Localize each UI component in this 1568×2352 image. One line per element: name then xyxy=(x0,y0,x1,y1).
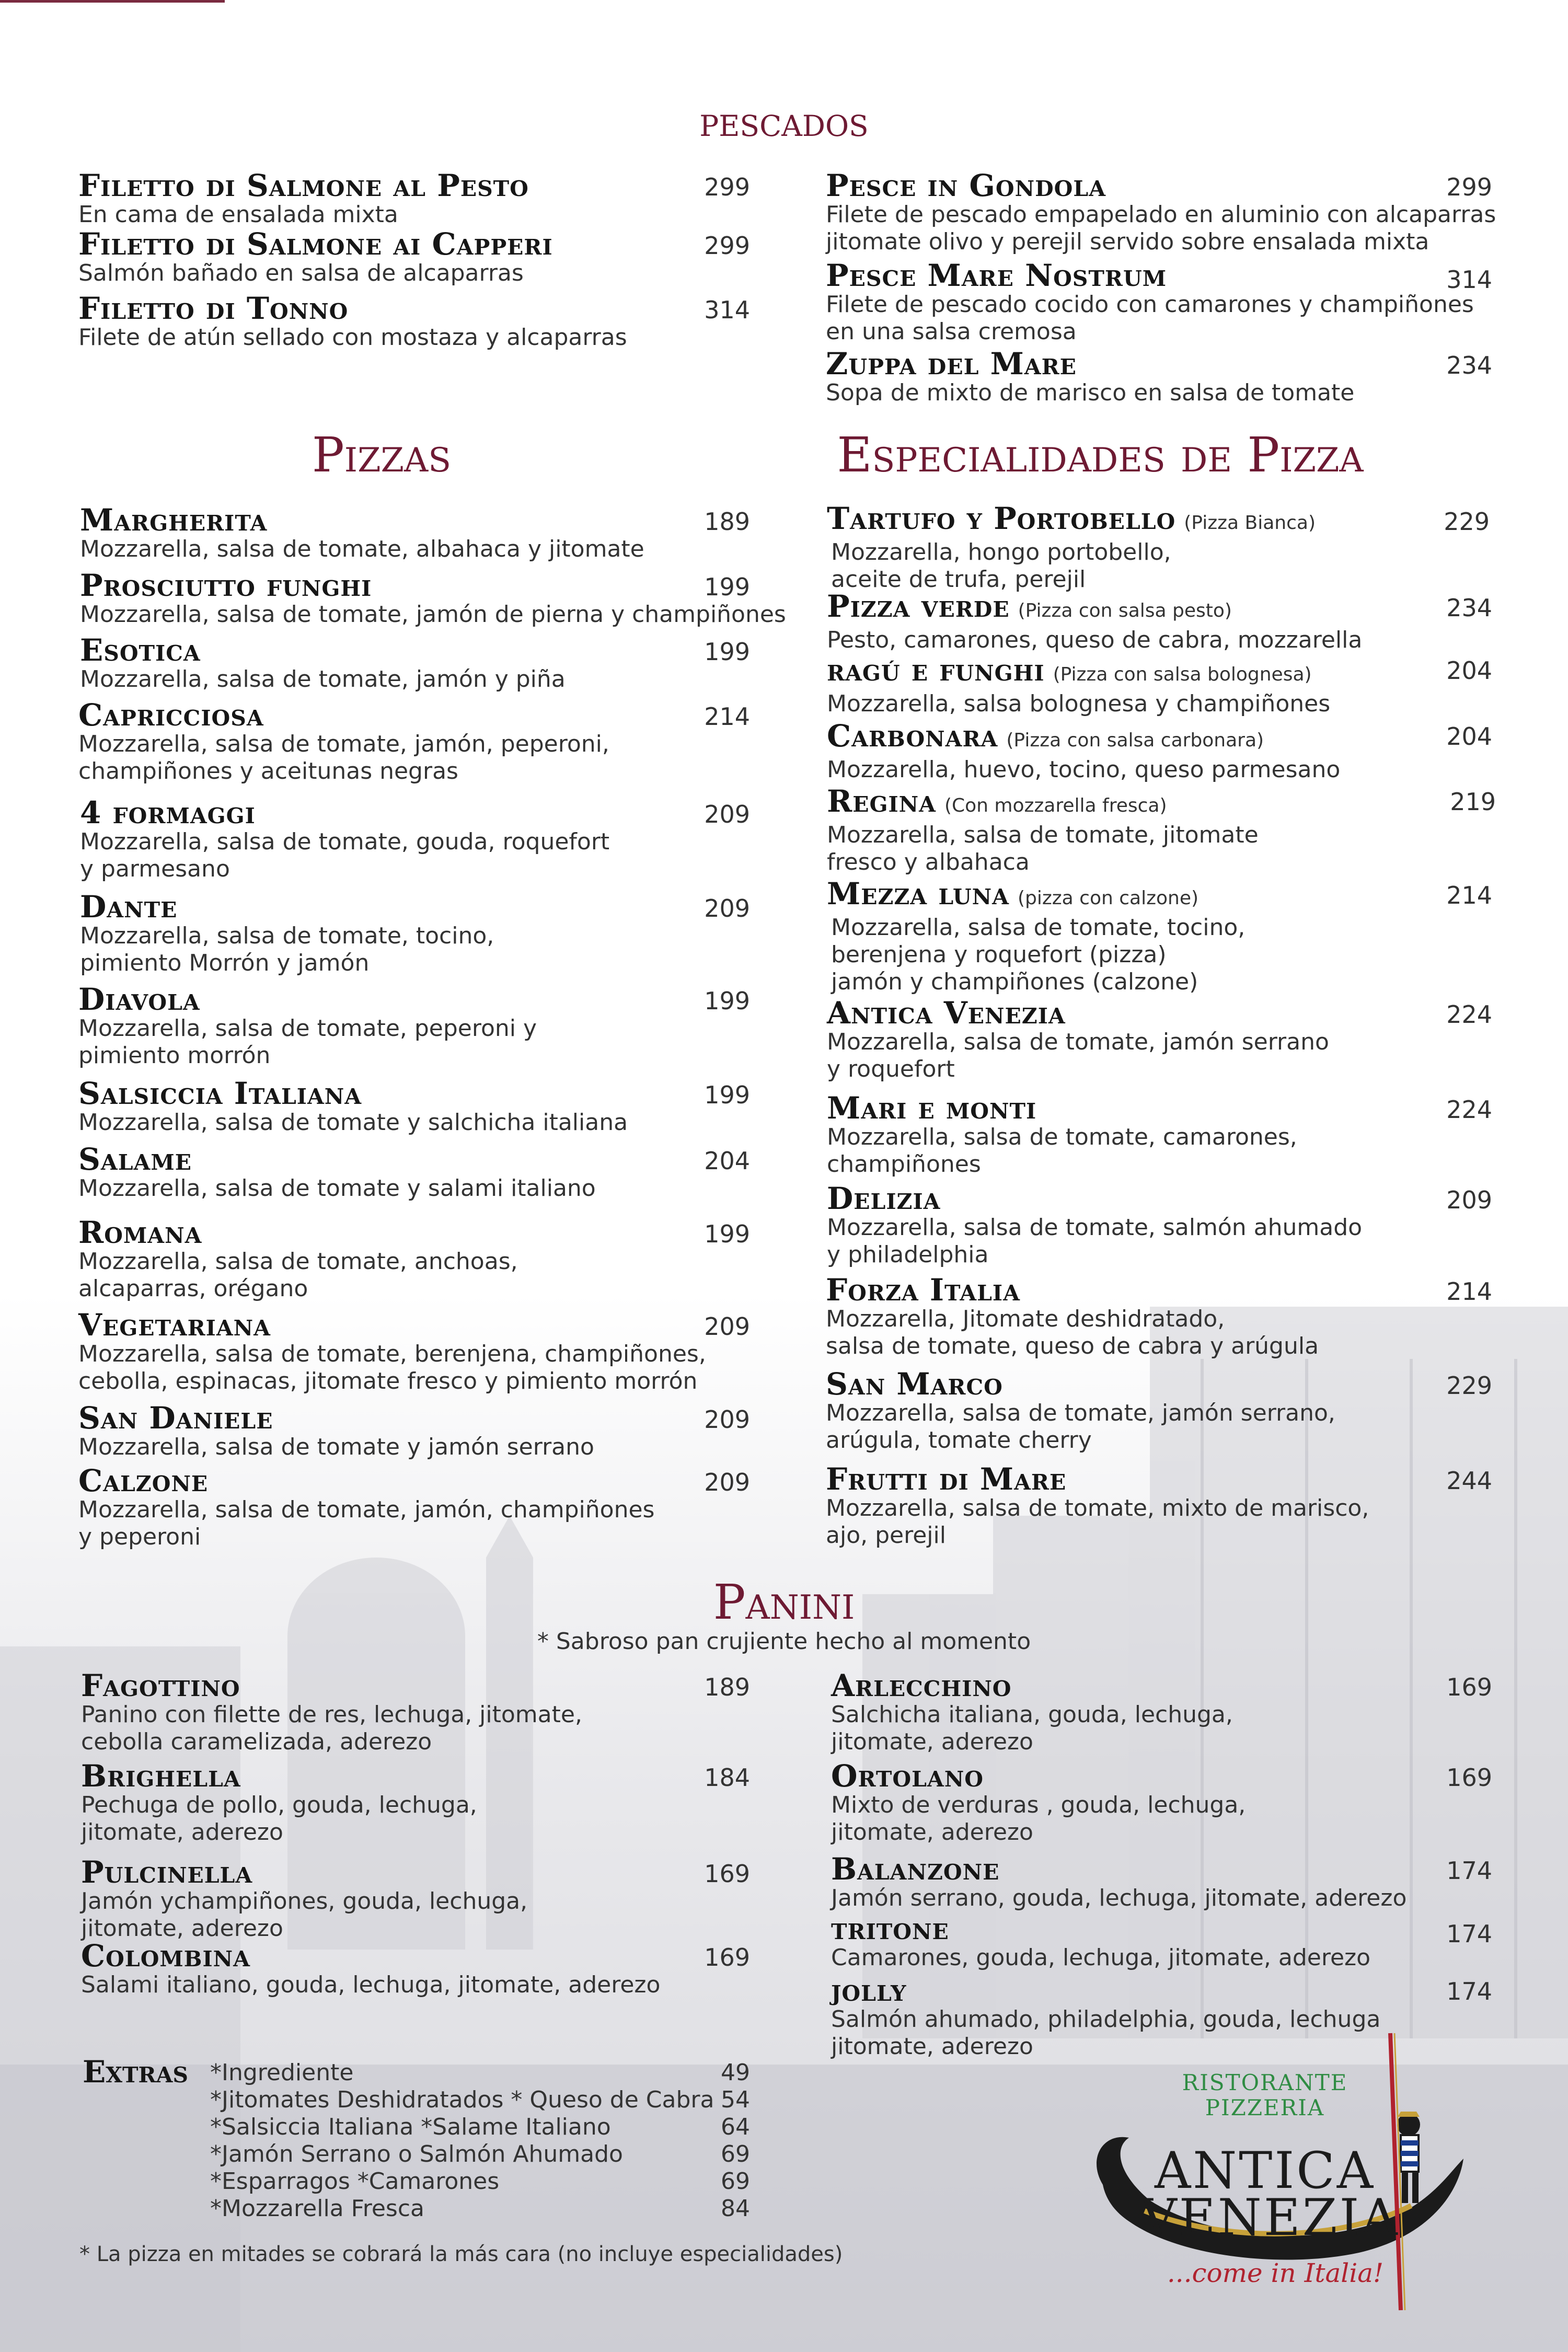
item-price: 229 xyxy=(1444,508,1490,536)
menu-item xyxy=(827,1183,1362,1269)
item-desc: Mozzarella, salsa de tomate, jamón y piña xyxy=(80,666,566,693)
extra-row: *Esparragos *Camarones xyxy=(210,2168,500,2195)
menu-item xyxy=(78,1078,628,1136)
menu-item xyxy=(78,1465,654,1551)
menu-item xyxy=(826,260,1474,345)
item-price: 209 xyxy=(704,894,750,923)
item-name: Filetto di Salmone ai Capperi xyxy=(78,226,553,262)
item-desc: Mozzarella, salsa de tomate, jamón, champiñones y peperoni xyxy=(78,1496,655,1550)
item-name: Pesce in Gondola xyxy=(826,168,1106,203)
menu-item xyxy=(826,1463,1369,1549)
item-desc: Mozzarella, salsa de tomate, jamón, peperoni, champiñones y aceitunas negras xyxy=(78,731,609,785)
item-price: 234 xyxy=(1446,351,1492,379)
menu-item xyxy=(80,632,566,693)
item-price: 219 xyxy=(1450,788,1496,816)
item-name: Calzone xyxy=(78,1463,209,1498)
item-name: tritone xyxy=(831,1911,949,1946)
menu-item xyxy=(80,570,786,628)
menu-item xyxy=(831,1760,1246,1846)
item-desc: Sopa de mixto de marisco en salsa de tomate xyxy=(826,379,1355,406)
item-name: Filetto di Tonno xyxy=(78,291,349,326)
item-desc: Pechuga de pollo, gouda, lechuga, jitomate, aderezo xyxy=(81,1792,477,1846)
menu-item xyxy=(80,797,609,883)
menu-item xyxy=(81,1940,660,1999)
menu-item xyxy=(78,1217,518,1302)
item-price: 209 xyxy=(704,1312,750,1341)
extra-price: 84 xyxy=(721,2195,750,2222)
item-desc: Mozzarella, salsa de tomate, albahaca y jitomate xyxy=(80,536,644,562)
item-price: 204 xyxy=(704,1147,750,1175)
item-price: 174 xyxy=(1446,1920,1492,1948)
item-desc: Salami italiano, gouda, lechuga, jitomate, aderezo xyxy=(81,1971,661,1998)
item-price: 169 xyxy=(704,1943,750,1971)
item-name: Balanzone xyxy=(831,1851,1000,1887)
menu-item xyxy=(80,891,494,977)
item-desc: Mozzarella, salsa de tomate y salchicha italiana xyxy=(78,1109,628,1136)
item-price: 209 xyxy=(704,800,750,828)
menu-item xyxy=(827,1092,1297,1178)
extra-price: 69 xyxy=(721,2141,750,2167)
item-desc: Filete de pescado cocido con camarones y champiñones en una salsa cremosa xyxy=(826,291,1474,345)
menu-item xyxy=(78,1144,596,1202)
extra-row: *Jamón Serrano o Salmón Ahumado xyxy=(210,2141,623,2167)
menu-item xyxy=(78,1402,594,1461)
menu-item xyxy=(827,503,1316,593)
item-price: 209 xyxy=(704,1468,750,1496)
item-price: 314 xyxy=(1446,266,1492,294)
item-desc: Mozzarella, salsa de tomate, jamón serrano y roquefort xyxy=(827,1029,1329,1082)
menu-item xyxy=(80,504,644,563)
item-desc: Mozzarella, salsa de tomate, camarones, champiñones xyxy=(827,1124,1297,1178)
menu-item xyxy=(827,783,1259,876)
item-note: (Pizza Bianca) xyxy=(1184,512,1316,534)
item-price: 189 xyxy=(704,508,750,536)
item-note: (Pizza con salsa carbonara) xyxy=(1006,730,1264,751)
item-desc: Mozzarella, salsa de tomate, berenjena, champiñones, cebolla, espinacas, jitomate fresco y pimiento morrón xyxy=(78,1341,706,1394)
footnote: * La pizza en mitades se cobrará la más cara (no incluye especialidades) xyxy=(79,2242,843,2266)
item-price: 244 xyxy=(1446,1467,1492,1495)
item-desc: Mixto de verduras , gouda, lechuga, jitomate, aderezo xyxy=(831,1792,1246,1846)
item-desc: Panino con filette de res, lechuga, jitomate, cebolla caramelizada, aderezo xyxy=(81,1701,582,1755)
menu-item xyxy=(78,228,553,287)
item-note: (Pizza con salsa bolognesa) xyxy=(1053,664,1312,685)
item-desc: Mozzarella, salsa de tomate, anchoas, alcaparras, orégano xyxy=(78,1248,518,1302)
menu-item xyxy=(827,654,1330,718)
item-name: Diavola xyxy=(78,982,200,1017)
menu-item xyxy=(827,997,1329,1083)
item-name: Brighella xyxy=(81,1758,241,1794)
item-name: Forza Italia xyxy=(826,1272,1020,1308)
menu-item xyxy=(831,1913,1370,1971)
item-desc: Mozzarella, salsa bolognesa y champiñones xyxy=(827,690,1331,717)
menu-item xyxy=(81,1760,477,1846)
section-title-panini: Panini xyxy=(713,1574,855,1630)
item-price: 229 xyxy=(1446,1371,1492,1400)
item-price: 199 xyxy=(704,1220,750,1248)
extra-price: 54 xyxy=(721,2086,750,2113)
logo-line-pizzeria: PIZZERIA xyxy=(1205,2095,1325,2120)
item-name: Pesce Mare Nostrum xyxy=(826,258,1167,293)
item-name: Dante xyxy=(80,889,178,925)
item-name: jolly xyxy=(831,1973,907,2008)
menu-item xyxy=(827,720,1340,783)
item-desc: Mozzarella, Jitomate deshidratado, salsa de tomate, queso de cabra y arúgula xyxy=(826,1306,1319,1359)
extra-price: 49 xyxy=(721,2059,750,2086)
item-name: Mari e monti xyxy=(827,1090,1037,1126)
panini-subtitle: * Sabroso pan crujiente hecho al momento xyxy=(537,1628,1031,1655)
item-name: Esotica xyxy=(80,632,201,668)
item-name: Salsiccia Italiana xyxy=(78,1076,362,1111)
extra-row: *Salsiccia Italiana *Salame Italiano xyxy=(210,2114,611,2140)
item-desc: Jamón ychampiñones, gouda, lechuga, jitomate, aderezo xyxy=(81,1888,528,1942)
item-price: 299 xyxy=(704,173,750,201)
item-name: Regina (Con mozzarella fresca) xyxy=(827,783,1167,819)
item-desc: Mozzarella, hongo portobello, aceite de trufa, perejil xyxy=(831,539,1171,593)
item-desc: Mozzarella, salsa de tomate, jamón de pierna y champiñones xyxy=(80,601,786,628)
item-desc: Mozzarella, salsa de tomate, mixto de marisco, ajo, perejil xyxy=(826,1495,1369,1549)
extra-row: *Mozzarella Fresca xyxy=(210,2195,425,2222)
item-desc: Jamón serrano, gouda, lechuga, jitomate, aderezo xyxy=(831,1885,1407,1911)
item-desc: Mozzarella, salsa de tomate, tocino, berenjena y roquefort (pizza) jamón y champiñones (calzone) xyxy=(831,914,1246,995)
item-name: Prosciutto funghi xyxy=(80,568,372,603)
item-name: Colombina xyxy=(81,1938,250,1974)
item-note: (Pizza con salsa pesto) xyxy=(1018,600,1232,621)
item-price: 234 xyxy=(1446,594,1492,622)
item-name: Delizia xyxy=(827,1181,941,1216)
item-name: Pulcinella xyxy=(81,1854,253,1890)
item-price: 299 xyxy=(704,232,750,260)
item-price: 169 xyxy=(704,1860,750,1888)
item-name: ragú e funghi (Pizza con salsa bolognesa) xyxy=(827,652,1312,688)
section-title-especialidades: Especialidades de Pizza xyxy=(837,427,1364,483)
menu-item xyxy=(78,1309,706,1395)
item-name: Romana xyxy=(78,1215,202,1250)
item-name: Margherita xyxy=(80,502,268,538)
menu-item xyxy=(78,984,537,1069)
item-desc: En cama de ensalada mixta xyxy=(78,201,398,228)
menu-item xyxy=(826,1368,1335,1454)
item-price: 199 xyxy=(704,1081,750,1109)
item-desc: Mozzarella, salsa de tomate, jamón serrano, arúgula, tomate cherry xyxy=(826,1400,1335,1454)
menu-item xyxy=(831,1853,1406,1912)
extra-row: *Ingrediente xyxy=(210,2059,354,2086)
menu-item xyxy=(826,170,1496,256)
item-price: 169 xyxy=(1446,1763,1492,1792)
item-price: 209 xyxy=(704,1405,750,1434)
menu-item xyxy=(831,1670,1233,1756)
extra-price: 64 xyxy=(721,2114,750,2140)
item-price: 214 xyxy=(1446,1277,1492,1306)
extra-price: 69 xyxy=(721,2168,750,2195)
menu-item xyxy=(81,1854,528,1942)
menu-item xyxy=(827,878,1245,996)
item-name: Zuppa del Mare xyxy=(826,346,1077,382)
item-name: Salame xyxy=(78,1142,192,1177)
item-price: 204 xyxy=(1446,656,1492,685)
menu-item xyxy=(78,699,609,785)
item-desc: Mozzarella, huevo, tocino, queso parmesano xyxy=(827,756,1341,783)
item-price: 224 xyxy=(1446,1096,1492,1124)
logo-line-ristorante: RISTORANTE xyxy=(1182,2070,1348,2095)
item-desc: Mozzarella, salsa de tomate, peperoni y pimiento morrón xyxy=(78,1015,537,1069)
item-name: San Marco xyxy=(826,1366,1003,1402)
item-name: 4 formaggi xyxy=(80,795,256,831)
menu-item xyxy=(78,293,627,351)
item-name: Fagottino xyxy=(81,1668,240,1703)
item-price: 199 xyxy=(704,987,750,1015)
menu-item xyxy=(78,170,529,228)
item-desc: Salmón ahumado, philadelphia, gouda, lechuga jitomate, aderezo xyxy=(831,2006,1381,2060)
item-desc: Salchicha italiana, gouda, lechuga, jitomate, aderezo xyxy=(831,1701,1233,1755)
menu-item xyxy=(827,591,1362,654)
item-desc: Mozzarella, salsa de tomate, jitomate fresco y albahaca xyxy=(827,822,1259,875)
item-name: Capricciosa xyxy=(78,697,264,733)
item-desc: Mozzarella, salsa de tomate y jamón serrano xyxy=(78,1434,594,1460)
menu-item xyxy=(81,1670,582,1756)
item-name: Filetto di Salmone al Pesto xyxy=(78,168,529,203)
section-title-pescados: pescados xyxy=(699,99,869,146)
item-note: (pizza con calzone) xyxy=(1017,887,1199,909)
item-price: 224 xyxy=(1446,1000,1492,1029)
item-price: 204 xyxy=(1446,722,1492,751)
item-price: 314 xyxy=(704,296,750,324)
item-name: Ortolano xyxy=(831,1758,984,1794)
item-price: 189 xyxy=(704,1673,750,1701)
item-desc: Mozzarella, salsa de tomate, salmón ahumado y philadelphia xyxy=(827,1214,1363,1268)
extras-label: Extras xyxy=(83,2054,189,2090)
logo-line-antica: ANTICA xyxy=(1154,2141,1376,2200)
item-desc: Mozzarella, salsa de tomate, tocino, pimiento Morrón y jamón xyxy=(80,923,494,976)
extra-row: *Jitomates Deshidratados * Queso de Cabra xyxy=(210,2086,714,2113)
item-price: 184 xyxy=(704,1763,750,1792)
item-name: Carbonara (Pizza con salsa carbonara) xyxy=(827,718,1264,754)
top-accent-line xyxy=(0,0,225,3)
item-name: Frutti di Mare xyxy=(826,1461,1067,1497)
item-price: 299 xyxy=(1446,173,1492,201)
item-name: Tartufo y Portobello (Pizza Bianca) xyxy=(827,501,1316,536)
item-price: 214 xyxy=(1446,881,1492,909)
menu-item xyxy=(826,348,1354,407)
item-price: 174 xyxy=(1446,1977,1492,2005)
item-desc: Mozzarella, salsa de tomate y salami italiano xyxy=(78,1175,596,1202)
item-price: 214 xyxy=(704,702,750,731)
item-desc: Camarones, gouda, lechuga, jitomate, aderezo xyxy=(831,1944,1371,1971)
restaurant-logo xyxy=(1066,2028,1505,2321)
item-name: Arlecchino xyxy=(831,1668,1012,1703)
item-price: 199 xyxy=(704,573,750,601)
logo-tagline: ...come in Italia! xyxy=(1167,2258,1384,2288)
item-name: San Daniele xyxy=(78,1400,273,1436)
item-price: 174 xyxy=(1446,1857,1492,1885)
logo-line-venezia: VENEZIA xyxy=(1140,2188,1400,2247)
item-desc: Salmón bañado en salsa de alcaparras xyxy=(78,260,524,286)
item-desc: Mozzarella, salsa de tomate, gouda, roquefort y parmesano xyxy=(80,828,610,882)
item-name: Antica Venezia xyxy=(827,995,1066,1031)
item-desc: Filete de pescado empapelado en aluminio con alcaparras jitomate olivo y perejil servido sobre ensalada mixta xyxy=(826,201,1496,255)
menu-item xyxy=(826,1274,1319,1360)
item-note: (Con mozzarella fresca) xyxy=(944,795,1167,816)
item-price: 199 xyxy=(704,638,750,666)
item-price: 209 xyxy=(1446,1186,1492,1214)
item-price: 169 xyxy=(1446,1673,1492,1701)
item-name: Vegetariana xyxy=(78,1307,271,1343)
item-desc: Pesto, camarones, queso de cabra, mozzarella xyxy=(827,627,1363,653)
item-desc: Filete de atún sellado con mostaza y alcaparras xyxy=(78,324,627,351)
section-title-pizzas: Pizzas xyxy=(312,427,452,483)
item-name: Pizza verde (Pizza con salsa pesto) xyxy=(827,589,1232,624)
item-name: Mezza luna (pizza con calzone) xyxy=(827,876,1199,912)
